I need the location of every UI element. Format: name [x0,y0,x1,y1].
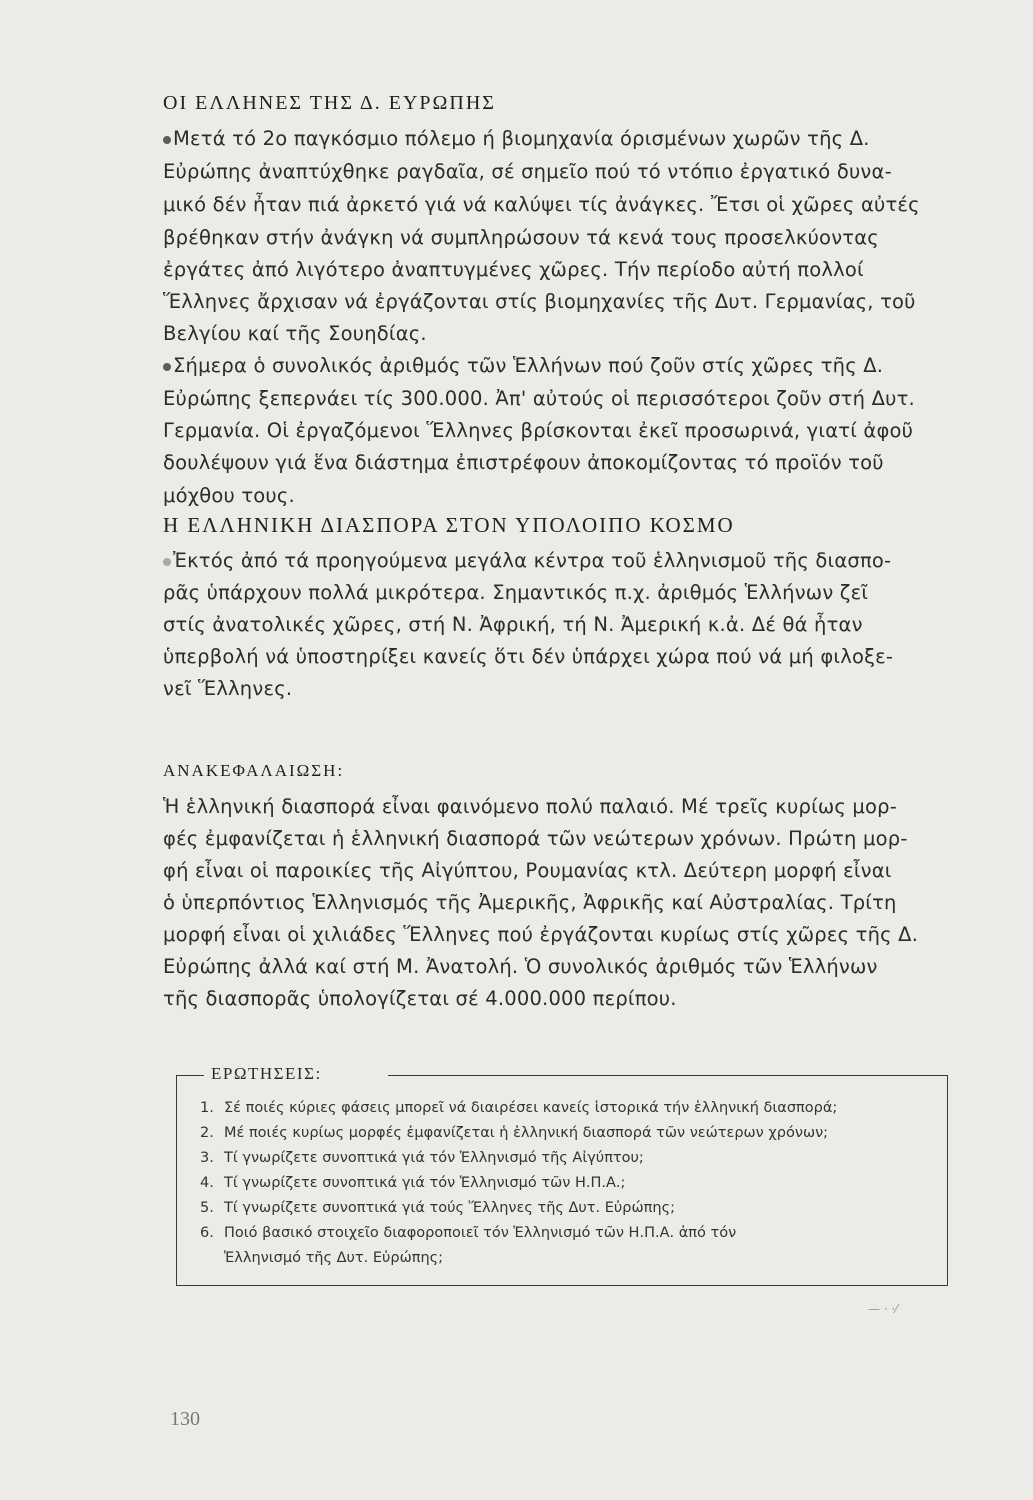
summary-heading: ΑΝΑΚΕΦΑΛΑΙΩΣΗ: [163,761,345,780]
summary-line: μορφή εἶναι οἱ χιλιάδες Ἕλληνες πού ἐργάζονται κυρίως στίς χῶρες τῆς Δ. [163,923,919,946]
summary-line: τῆς διασπορᾶς ὑπολογίζεται σέ 4.000.000 περίπου. [163,987,677,1010]
question-item: 3. Τί γνωρίζετε συνοπτικά γιά τόν Ἑλληνισμό τῆς Αἰγύπτου; [200,1150,644,1166]
paragraph-line: Μετά τό 2ο παγκόσμιο πόλεμο ή βιομηχανία όρισμένων χωρῶν τῆς Δ. [163,127,870,150]
paragraph-line: ἐργάτες ἀπό λιγότερο ἀναπτυγμένες χῶρες. Τήν περίοδο αὐτή πολλοί [163,258,864,281]
question-item: 5. Τί γνωρίζετε συνοπτικά γιά τούς Ἕλληνες τῆς Δυτ. Εὐρώπης; [200,1200,675,1216]
paragraph-line: μικό δέν ἦταν πιά ἀρκετό γιά νά καλύψει τίς ἀνάγκες. Ἔτσι οἱ χῶρες αὐτές [163,193,920,216]
paragraph-line: Γερμανία. Οἱ ἐργαζόμενοι Ἕλληνες βρίσκονται ἐκεῖ προσωρινά, γιατί ἀφοῦ [163,419,914,442]
section-heading-western-europe: ΟΙ ΕΛΛΗΝΕΣ ΤΗΣ Δ. ΕΥΡΩΠΗΣ [163,92,496,114]
summary-line: Εὐρώπης ἀλλά καί στή Μ. Ἀνατολή. Ὁ συνολικός ἀριθμός τῶν Ἑλλήνων [163,955,878,978]
paragraph-line: Εὐρώπης ξεπερνάει τίς 300.000. Ἀπ' αὐτούς οἱ περισσότεροι ζοῦν στή Δυτ. [163,387,915,410]
questions-heading: ΕΡΩΤΗΣΕΙΣ: [207,1064,326,1084]
paragraph-line: Ἐκτός ἀπό τά προηγούμενα μεγάλα κέντρα τοῦ ἑλληνισμοῦ τῆς διασπο- [163,549,891,572]
paragraph-line: ρᾶς ὑπάρχουν πολλά μικρότερα. Σημαντικός π.χ. ἀριθμός Ἑλλήνων ζεῖ [163,581,869,604]
paragraph-line: Σήμερα ὁ συνολικός ἀριθμός τῶν Ἑλλήνων πού ζοῦν στίς χῶρες τῆς Δ. [163,354,883,377]
bullet-icon [163,558,171,566]
question-item: 6. Ποιό βασικό στοιχεῖο διαφοροποιεῖ τόν Ἑλληνισμό τῶν Η.Π.Α. ἀπό τόν [200,1225,737,1241]
summary-line: ὁ ὑπερπόντιος Ἑλληνισμός τῆς Ἀμερικῆς, Ἀφρικῆς καί Αὐστραλίας. Τρίτη [163,891,897,914]
question-continuation: Ἑλληνισμό τῆς Δυτ. Εὐρώπης; [224,1250,444,1266]
bullet-icon [163,363,171,371]
paragraph-line: ὑπερβολή νά ὑποστηρίξει κανείς ὅτι δέν ὑπάρχει χώρα πού νά μή φιλοξε- [163,645,894,668]
paragraph-line: μόχθου τους. [163,484,295,507]
box-border-top-left [176,1075,204,1076]
summary-line: φές ἐμφανίζεται ἡ ἑλληνική διασπορά τῶν νεώτερων χρόνων. Πρώτη μορ- [163,827,908,850]
page-number: 130 [170,1408,200,1430]
paragraph-line: νεῖ Ἕλληνες. [163,677,293,700]
question-item: 2. Μέ ποιές κυρίως μορφές ἐμφανίζεται ἡ ἑλληνική διασπορά τῶν νεώτερων χρόνων; [200,1125,829,1141]
box-border-top-right [388,1075,948,1076]
summary-line: Ἡ ἑλληνική διασπορά εἶναι φαινόμενο πολύ παλαιό. Μέ τρεῖς κυρίως μορ- [163,795,897,818]
paragraph-line: δουλέψουν γιά ἕνα διάστημα ἐπιστρέφουν ἀποκομίζοντας τό προϊόν τοῦ [163,451,884,474]
ink-smudge-icon: — · ·⁄ [868,1302,898,1316]
question-item: 1. Σέ ποιές κύριες φάσεις μπορεῖ νά διαιρέσει κανείς ἱστορικά τήν ἑλληνική διασπορά; [200,1100,838,1116]
section-heading-diaspora: Η ΕΛΛΗΝΙΚΗ ΔΙΑΣΠΟΡΑ ΣΤΟΝ ΥΠΟΛΟΙΠΟ ΚΟΣΜΟ [163,513,735,537]
paragraph-line: Ἕλληνες ἄρχισαν νά ἐργάζονται στίς βιομηχανίες τῆς Δυτ. Γερμανίας, τοῦ [163,290,916,313]
summary-line: φή εἶναι οἱ παροικίες τῆς Αἰγύπτου, Ρουμανίας κτλ. Δεύτερη μορφή εἶναι [163,859,892,882]
paragraph-line: στίς ἀνατολικές χῶρες, στή Ν. Ἀφρική, τή Ν. Ἀμερική κ.ἀ. Δέ θά ἦταν [163,613,863,636]
paragraph-line: Εὐρώπης ἀναπτύχθηκε ραγδαῖα, σέ σημεῖο πού τό ντόπιο ἐργατικό δυνα- [163,160,892,183]
question-item: 4. Τί γνωρίζετε συνοπτικά γιά τόν Ἑλληνισμό τῶν Η.Π.Α.; [200,1175,626,1191]
bullet-icon [163,136,171,144]
paragraph-line: Βελγίου καί τῆς Σουηδίας. [163,322,427,345]
paragraph-line: βρέθηκαν στήν ἀνάγκη νά συμπληρώσουν τά κενά τους προσελκύοντας [163,226,879,249]
